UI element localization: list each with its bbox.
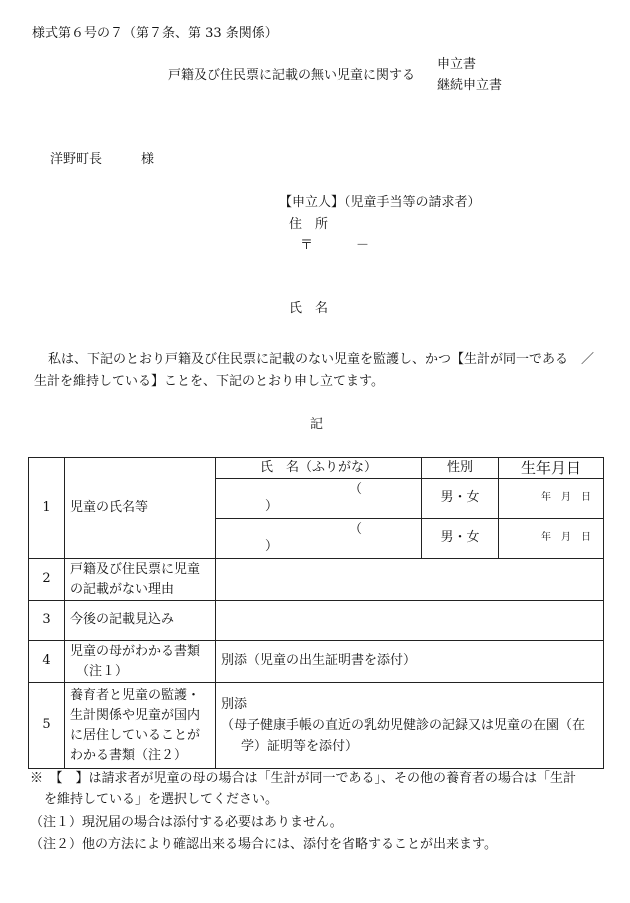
row-number: 3 [29,601,65,641]
child-sex-cell[interactable]: 男・女 [422,519,499,559]
selection-note-line-2: を維持している」を選択してください。 [44,792,279,807]
outlook-row [29,601,604,641]
row-label-reason: 戸籍及び住民票に児童 の記載がない理由 [65,559,216,601]
selection-note [30,768,605,810]
note-2: （注２）他の方法により確認出来る場合には、添付を省略することが出来ます。 [30,837,497,852]
header-name: 氏 名（ふりがな） [216,458,422,479]
row-number: 2 [29,559,65,601]
row-number: 4 [29,641,65,683]
title-option-continued-application: 継続申立書 [437,78,503,93]
postal-dash: － [356,238,370,253]
applicant-heading: 【申立人】（児童手当等の請求者） [279,195,481,210]
address-label: 住 所 [289,217,329,232]
form-number: 様式第６号の７（第７条、第 33 条関係） [32,26,278,41]
addressee-suffix: 様 [141,152,155,167]
header-dob: 生年月日 [499,458,604,479]
selection-note-line-1: ※ 【 】は請求者が児童の母の場合は「生計が同一である」、その他の養育者の場合は「生計 [30,771,577,786]
outlook-input-cell[interactable] [216,601,604,641]
row-label-custody-doc: 養育者と児童の監護・ 生計関係や児童が国内 に居住していることが わかる書類（注２） [65,683,216,769]
row-label-mother-doc: 児童の母がわかる書類 （注１） [65,641,216,683]
mother-doc-value: 別添（児童の出生証明書を添付） [216,641,604,683]
statement-line-2: 生計を維持している】ことを、下記のとおり申し立てます。 [34,374,384,389]
title-option-application: 申立書 [437,57,477,72]
document-title: 戸籍及び住民票に記載の無い児童に関する [168,68,416,83]
name-label: 氏 名 [289,301,329,316]
child-sex-cell[interactable]: 男・女 [422,479,499,519]
reason-input-cell[interactable] [216,559,604,601]
mother-doc-row [29,641,604,683]
child-name-cell[interactable]: （） [216,479,422,519]
row-label-outlook: 今後の記載見込み [65,601,216,641]
table-header-row [29,458,604,479]
child-dob-cell[interactable]: 年 月 日 [499,519,604,559]
header-sex: 性別 [422,458,499,479]
custody-doc-row [29,683,604,769]
ki-heading: 記 [310,417,324,432]
child-name-cell[interactable]: （） [216,519,422,559]
custody-doc-value: 別添 （母子健康手帳の直近の乳幼児健診の記録又は児童の在園（在 学）証明等を添付） [216,683,604,769]
row-number: 5 [29,683,65,769]
statement-line-1: 私は、下記のとおり戸籍及び住民票に記載のない児童を監護し、かつ【生計が同一である ／ [48,352,595,367]
details-table [28,457,604,769]
postal-mark: 〒 [300,238,314,253]
row-label-child-name: 児童の氏名等 [65,458,216,559]
reason-row [29,559,604,601]
note-1: （注１）現況届の場合は添付する必要はありません。 [30,815,343,830]
child-dob-cell[interactable]: 年 月 日 [499,479,604,519]
addressee-name: 洋野町長 [50,152,103,167]
row-number: 1 [29,458,65,559]
